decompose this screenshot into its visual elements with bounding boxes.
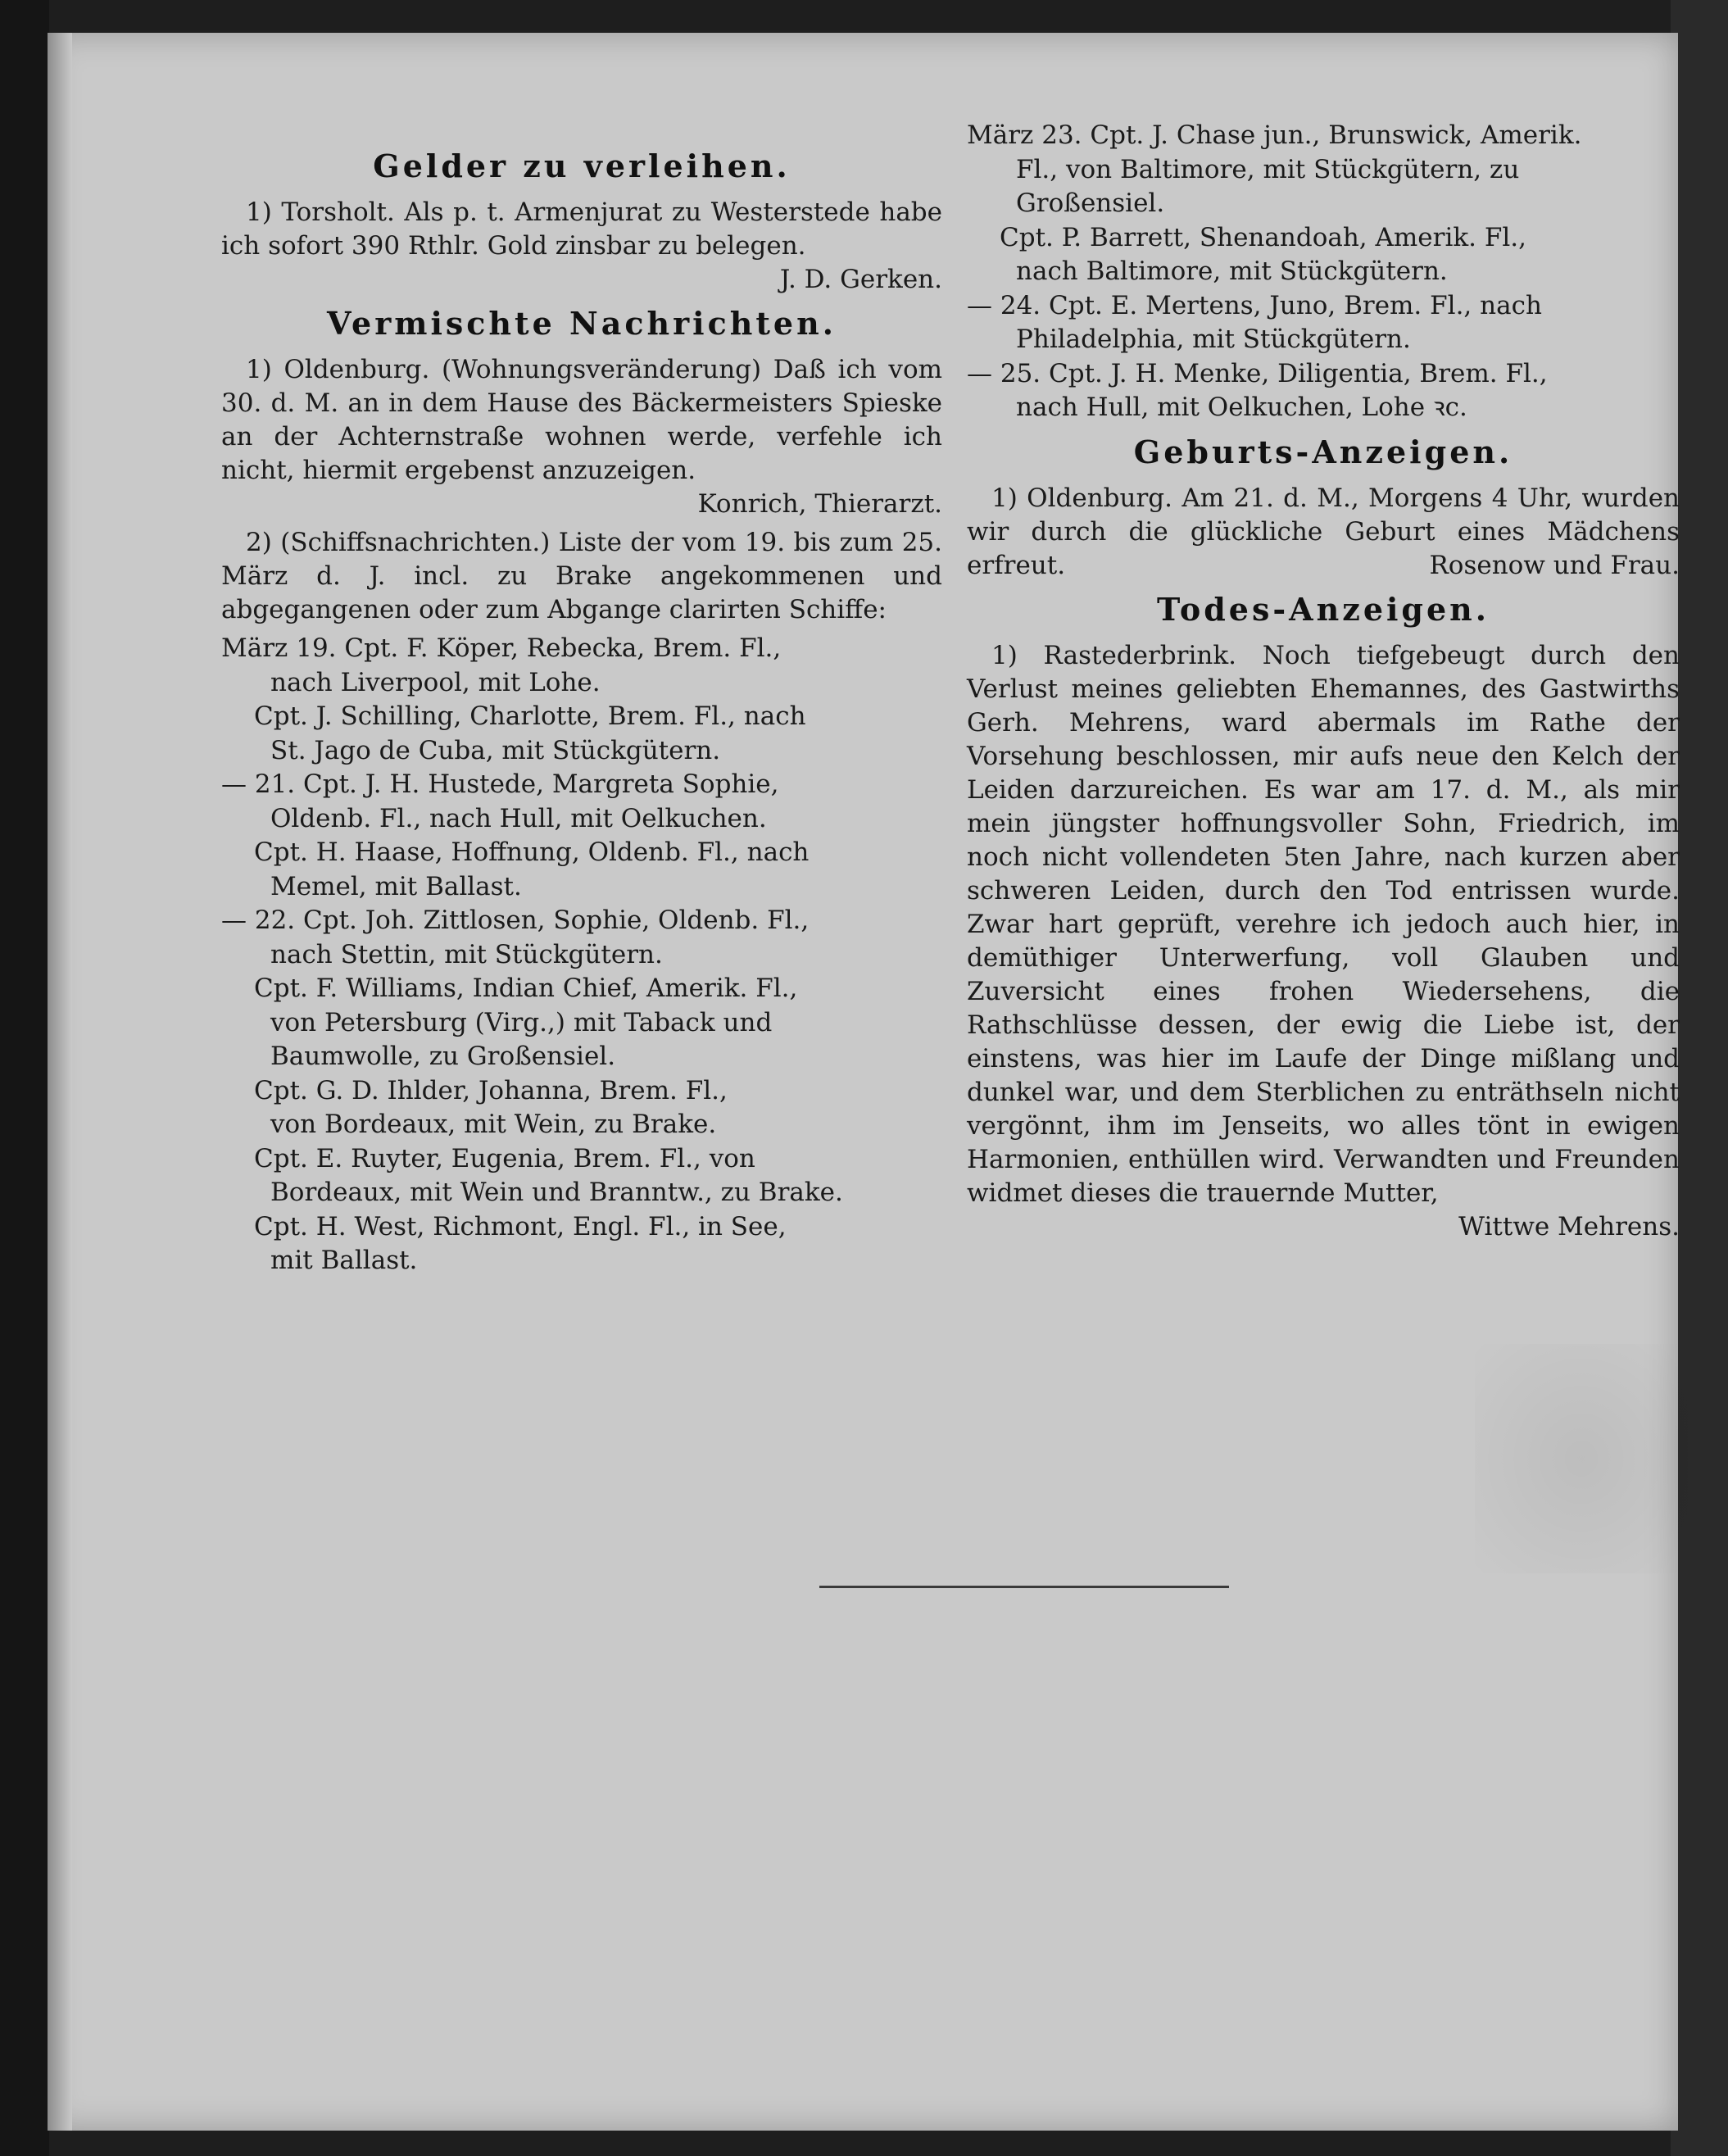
section-title-births: Geburts-Anzeigen. bbox=[1133, 433, 1513, 470]
ship-entry-line: Bordeaux, mit Wein und Branntw., zu Brake. bbox=[270, 1178, 843, 1207]
ship-entry-line: — 25. Cpt. J. H. Menke, Diligentia, Brem. Fl., bbox=[967, 358, 1548, 388]
right-column bbox=[967, 119, 1680, 1249]
ship-entry-line: Cpt. H. Haase, Hoffnung, Oldenb. Fl., nach bbox=[254, 837, 810, 867]
page-end-rule bbox=[819, 1586, 1229, 1588]
shipping-list-right bbox=[967, 119, 1680, 425]
left-column bbox=[221, 139, 942, 1278]
ship-entry-line: nach Liverpool, mit Lohe. bbox=[270, 667, 601, 697]
paper-stain bbox=[1475, 1344, 1688, 1573]
ship-entry-line: nach Baltimore, mit Stückgütern. bbox=[1016, 256, 1448, 286]
ship-entry-line: Cpt. J. Schilling, Charlotte, Brem. Fl., nach bbox=[254, 701, 806, 731]
death-notice-text: 1) Rastederbrink. Noch tiefgebeugt durch den Verlust meines geliebten Ehemannes, des Gastwirths Gerh. Mehrens, ward abermals im Rathe der Vorsehung beschlossen, mir aufs neue den Kelch der Leiden darzureichen. Es war am 17. d. M., als mir mein jüngster hoffnungsvoller Sohn, Friedrich, im noch nicht vollendeten 5ten Jahre, nach kurzen aber schweren Leiden, durch den Tod entrissen wurde. Zwar hart geprüft, verehre ich jedoch auch hier, in demüthiger Unterwerfung, voll Glauben und Zuversicht eines frohen Wiedersehens, die Rathschlüsse dessen, der ewig die Liebe ist, der einstens, was hier im Laufe der Dinge mißlang und dunkel war, und dem Sterblichen zu enträthseln nicht vergönnt, ihm im Jenseits, wo alles tönt in ewigen Harmonien, enthüllen wird. Verwandten und Freunden widmet dieses die trauernde Mutter, bbox=[967, 640, 1680, 1208]
ship-entry-line: Cpt. G. D. Ihlder, Johanna, Brem. Fl., bbox=[254, 1075, 728, 1105]
ship-entry-line: Cpt. E. Ruyter, Eugenia, Brem. Fl., von bbox=[254, 1143, 755, 1173]
ship-entry-line: Baumwolle, zu Großensiel. bbox=[270, 1042, 616, 1071]
ship-entry-line: St. Jago de Cuba, mit Stückgütern. bbox=[270, 735, 721, 765]
loan-notice-signature: J. D. Gerken. bbox=[779, 265, 942, 294]
section-title-deaths: Todes-Anzeigen. bbox=[1156, 590, 1490, 628]
loan-notice bbox=[221, 196, 942, 297]
shipping-list-left bbox=[221, 632, 942, 1278]
ship-entry-line: Cpt. F. Williams, Indian Chief, Amerik. Fl., bbox=[254, 974, 798, 1003]
ship-entry-line: von Petersburg (Virg.,) mit Taback und bbox=[270, 1007, 773, 1037]
shipping-intro: 2) (Schiffsnachrichten.) Liste der vom 19. bis zum 25. März d. J. incl. zu Brake angekommenen und abgegangenen oder zum Abgange clarirten Schiffe: bbox=[221, 528, 942, 624]
ship-entry-line: nach Hull, mit Oelkuchen, Lohe ꝛc. bbox=[1016, 393, 1467, 422]
relocation-notice-signature: Konrich, Thierarzt. bbox=[697, 489, 942, 519]
ship-entry-line: — 22. Cpt. Joh. Zittlosen, Sophie, Oldenb. Fl., bbox=[221, 906, 810, 935]
ship-entry-line: Fl., von Baltimore, mit Stückgütern, zu bbox=[1016, 154, 1520, 184]
ship-entry-line: — 24. Cpt. E. Mertens, Juno, Brem. Fl., nach bbox=[967, 290, 1542, 320]
section-title-loans: Gelder zu verleihen. bbox=[373, 148, 791, 184]
scan-backdrop-left bbox=[0, 0, 49, 2156]
birth-notice-text: 1) Oldenburg. Am 21. d. M., Morgens 4 Uhr, wurden wir durch die glückliche Geburt eines Mädchens erfreut. bbox=[967, 483, 1680, 580]
ship-entry-line: Cpt. P. Barrett, Shenandoah, Amerik. Fl., bbox=[1000, 222, 1526, 252]
birth-notice-signature: Rosenow und Frau. bbox=[1429, 550, 1680, 580]
birth-notice bbox=[967, 482, 1680, 583]
death-notice-signature: Wittwe Mehrens. bbox=[1458, 1211, 1680, 1241]
ship-entry-line: — 21. Cpt. J. H. Hustede, Margreta Sophie, bbox=[221, 769, 779, 799]
ship-entry-line: mit Ballast. bbox=[270, 1246, 418, 1275]
death-notice bbox=[967, 639, 1680, 1244]
ship-entry-line: Memel, mit Ballast. bbox=[270, 871, 522, 901]
loan-notice-text: 1) Torsholt. Als p. t. Armenjurat zu Westerstede habe ich sofort 390 Rthlr. Gold zinsbar zu belegen. bbox=[221, 197, 942, 261]
ship-entry-line: März 19. Cpt. F. Köper, Rebecka, Brem. Fl., bbox=[221, 633, 782, 663]
ship-entry-line: März 23. Cpt. J. Chase jun., Brunswick, Amerik. bbox=[967, 120, 1582, 150]
ship-entry-line: Großensiel. bbox=[1016, 188, 1165, 218]
section-title-misc-news: Vermischte Nachrichten. bbox=[327, 305, 837, 342]
ship-entry-line: Cpt. H. West, Richmont, Engl. Fl., in See, bbox=[254, 1211, 787, 1241]
ship-entry-line: nach Stettin, mit Stückgütern. bbox=[270, 939, 663, 969]
page-binding-edge bbox=[48, 33, 72, 2131]
relocation-notice-text: 1) Oldenburg. (Wohnungsveränderung) Daß ich vom 30. d. M. an in dem Hause des Bäckermeisters Spieske an der Achternstraße wohnen werde, verfehle ich nicht, hiermit ergebenst anzuzeigen. bbox=[221, 355, 942, 485]
ship-entry-line: Oldenb. Fl., nach Hull, mit Oelkuchen. bbox=[270, 803, 767, 833]
ship-entry-line: von Bordeaux, mit Wein, zu Brake. bbox=[270, 1110, 717, 1139]
ship-entry-line: Philadelphia, mit Stückgütern. bbox=[1016, 325, 1411, 354]
relocation-notice bbox=[221, 353, 942, 521]
